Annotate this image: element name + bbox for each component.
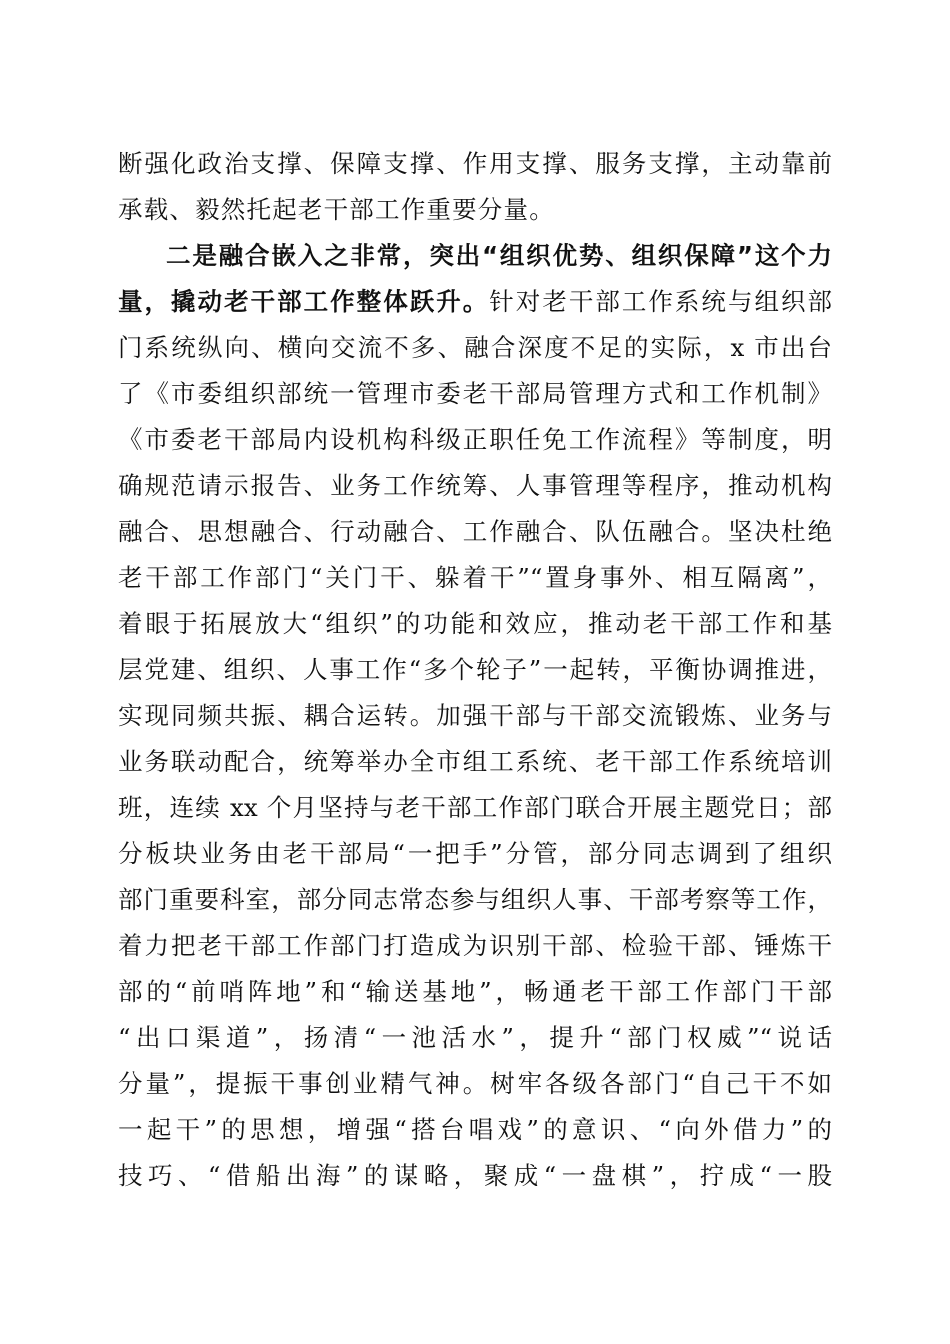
text-line-21: 分量”，提振干事创业精气神。树牢各级各部门“自己干不如 <box>118 1069 832 1098</box>
text-line-1: 断强化政治支撑、保障支撑、作用支撑、服务支撑，主动靠前 <box>118 149 832 178</box>
text-line-14: 业务联动配合，统筹举办全市组工系统、老干部工作系统培训 <box>118 747 832 776</box>
text-line-23: 技巧、“借船出海”的谋略，聚成“一盘棋”，拧成“一股 <box>118 1161 832 1190</box>
text-line-20: “出口渠道”，扬清“一池活水”，提升“部门权威”“说话 <box>118 1023 832 1052</box>
section-heading-line-1: 二是融合嵌入之非常，突出“组织优势、组织保障”这个力 <box>166 241 832 270</box>
text-line-9: 融合、思想融合、行动融合、工作融合、队伍融合。坚决杜绝 <box>118 517 832 546</box>
text-line-19: 部的“前哨阵地”和“输送基地”，畅通老干部工作部门干部 <box>118 977 832 1006</box>
text-line-13: 实现同频共振、耦合运转。加强干部与干部交流锻炼、业务与 <box>118 701 832 730</box>
text-line-18: 着力把老干部工作部门打造成为识别干部、检验干部、锤炼干 <box>118 931 832 960</box>
text-line-11: 着眼于拓展放大“组织”的功能和效应，推动老干部工作和基 <box>118 609 832 638</box>
text-line-16: 分板块业务由老干部局“一把手”分管，部分同志调到了组织 <box>118 839 832 868</box>
text-line-12: 层党建、组织、人事工作“多个轮子”一起转，平衡协调推进， <box>118 655 832 684</box>
text-line-17: 部门重要科室，部分同志常态参与组织人事、干部考察等工作， <box>118 885 832 914</box>
text-line-10: 老干部工作部门“关门干、躲着干”“置身事外、相互隔离”， <box>118 563 832 592</box>
text-line-6: 了《市委组织部统一管理市委老干部局管理方式和工作机制》 <box>118 379 832 408</box>
section-heading-line-2: 量，撬动老干部工作整体跃升。 <box>118 287 490 316</box>
text-line-7: 《市委老干部局内设机构科级正职任免工作流程》等制度，明 <box>118 425 832 454</box>
text-line-4 <box>118 282 832 322</box>
text-line-22: 一起干”的思想，增强“搭台唱戏”的意识、“向外借力”的 <box>118 1115 832 1144</box>
text-line-5: 门系统纵向、横向交流不多、融合深度不足的实际，x 市出台 <box>118 333 832 362</box>
text-line-8: 确规范请示报告、业务工作统筹、人事管理等程序，推动机构 <box>118 471 832 500</box>
text-line-2: 承载、毅然托起老干部工作重要分量。 <box>118 195 555 224</box>
text-line-15: 班，连续 xx 个月坚持与老干部工作部门联合开展主题党日；部 <box>118 793 832 822</box>
text-line-4-body: 针对老干部工作系统与组织部 <box>489 287 832 316</box>
